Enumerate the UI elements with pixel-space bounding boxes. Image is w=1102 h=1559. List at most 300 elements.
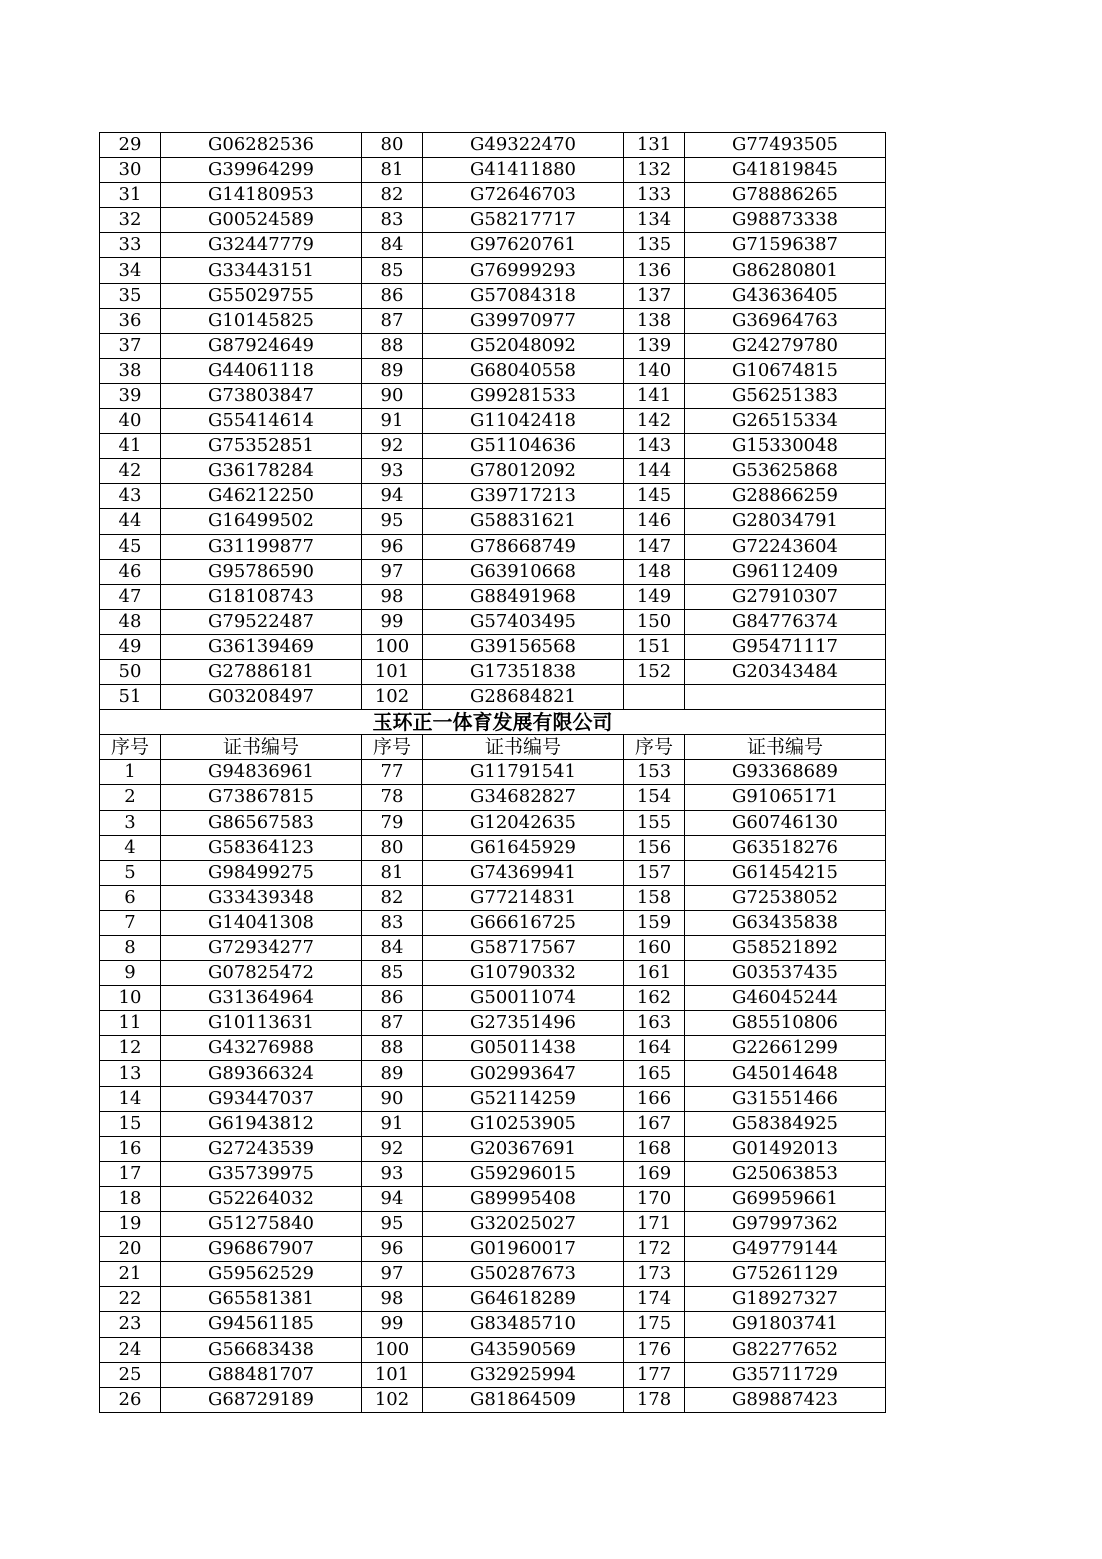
certificate-number-cell: G22661299: [685, 1036, 886, 1061]
serial-cell: 12: [100, 1036, 161, 1061]
serial-cell: 101: [362, 659, 423, 684]
certificate-number-cell: G94836961: [161, 760, 362, 785]
serial-cell: 159: [624, 910, 685, 935]
certificate-number-cell: G27351496: [423, 1011, 624, 1036]
table-row: [100, 785, 886, 810]
certificate-number-cell: G03537435: [685, 961, 886, 986]
serial-cell: 41: [100, 434, 161, 459]
serial-cell: 87: [362, 1011, 423, 1036]
certificate-number-cell: G32025027: [423, 1212, 624, 1237]
certificate-number-cell: G33443151: [161, 258, 362, 283]
serial-cell: 96: [362, 534, 423, 559]
certificate-number-cell: G39970977: [423, 308, 624, 333]
serial-cell: 102: [362, 1387, 423, 1412]
certificate-number-cell: G76999293: [423, 258, 624, 283]
certificate-number-cell: G86567583: [161, 810, 362, 835]
certificate-number-cell: G34682827: [423, 785, 624, 810]
certificate-number-cell: G44061118: [161, 358, 362, 383]
certificate-number-cell: G65581381: [161, 1287, 362, 1312]
certificate-number-cell: G95786590: [161, 559, 362, 584]
serial-cell: 82: [362, 885, 423, 910]
section-header: [100, 710, 886, 760]
serial-cell: 94: [362, 484, 423, 509]
certificate-number-cell: G85510806: [685, 1011, 886, 1036]
serial-cell: 150: [624, 609, 685, 634]
serial-cell: 93: [362, 459, 423, 484]
certificate-number-cell: G46212250: [161, 484, 362, 509]
serial-cell: 100: [362, 1337, 423, 1362]
table-row: [100, 1337, 886, 1362]
serial-cell: 3: [100, 810, 161, 835]
section-title-row: [100, 710, 886, 735]
certificate-number-cell: G83485710: [423, 1312, 624, 1337]
certificate-number-cell: G31551466: [685, 1086, 886, 1111]
certificate-number-cell: G07825472: [161, 961, 362, 986]
certificate-number-cell: G49779144: [685, 1237, 886, 1262]
serial-cell: 86: [362, 986, 423, 1011]
table-row: [100, 534, 886, 559]
certificate-number-cell: G06282536: [161, 133, 362, 158]
company-title: 玉环正一体育发展有限公司: [100, 710, 886, 735]
certificate-number-cell: G11042418: [423, 409, 624, 434]
table-row: [100, 358, 886, 383]
certificate-number-cell: G58521892: [685, 936, 886, 961]
table-row: [100, 559, 886, 584]
certificate-number-cell: G77493505: [685, 133, 886, 158]
serial-cell: 25: [100, 1362, 161, 1387]
table-row: [100, 634, 886, 659]
serial-cell: 132: [624, 158, 685, 183]
certificate-number-cell: G72646703: [423, 183, 624, 208]
serial-cell: 92: [362, 434, 423, 459]
certificate-number-cell: G01492013: [685, 1136, 886, 1161]
certificate-number-cell: G10145825: [161, 308, 362, 333]
certificate-number-cell: G91803741: [685, 1312, 886, 1337]
serial-cell: 49: [100, 634, 161, 659]
header-serial: 序号: [100, 735, 161, 760]
certificate-number-cell: G11791541: [423, 760, 624, 785]
serial-cell: 82: [362, 183, 423, 208]
certificate-number-cell: G58717567: [423, 936, 624, 961]
serial-cell: 139: [624, 333, 685, 358]
certificate-number-cell: G27243539: [161, 1136, 362, 1161]
certificate-number-cell: G14041308: [161, 910, 362, 935]
serial-cell: 170: [624, 1186, 685, 1211]
certificate-number-cell: G02993647: [423, 1061, 624, 1086]
certificate-number-cell: G98499275: [161, 860, 362, 885]
table-row: [100, 1011, 886, 1036]
table-row: [100, 1212, 886, 1237]
serial-cell: 21: [100, 1262, 161, 1287]
table-row: [100, 1186, 886, 1211]
certificate-number-cell: G49322470: [423, 133, 624, 158]
certificate-number-cell: G57403495: [423, 609, 624, 634]
serial-cell: 26: [100, 1387, 161, 1412]
table-row: [100, 233, 886, 258]
serial-cell: 80: [362, 835, 423, 860]
certificate-number-cell: G66616725: [423, 910, 624, 935]
certificate-number-cell: G60746130: [685, 810, 886, 835]
serial-cell: 158: [624, 885, 685, 910]
serial-cell: 42: [100, 459, 161, 484]
serial-cell: 7: [100, 910, 161, 935]
certificate-number-cell: G24279780: [685, 333, 886, 358]
certificate-number-cell: G52264032: [161, 1186, 362, 1211]
certificate-number-cell: G58831621: [423, 509, 624, 534]
certificate-number-cell: G39964299: [161, 158, 362, 183]
serial-cell: 94: [362, 1186, 423, 1211]
serial-cell: 38: [100, 358, 161, 383]
table-row: [100, 885, 886, 910]
certificate-number-cell: G73803847: [161, 383, 362, 408]
certificate-number-cell: G56683438: [161, 1337, 362, 1362]
serial-cell: 166: [624, 1086, 685, 1111]
certificate-number-cell: G72243604: [685, 534, 886, 559]
table-row: [100, 258, 886, 283]
serial-cell: 1: [100, 760, 161, 785]
serial-cell: 102: [362, 685, 423, 710]
serial-cell: 135: [624, 233, 685, 258]
serial-cell: 83: [362, 208, 423, 233]
serial-cell: 39: [100, 383, 161, 408]
certificate-number-cell: G39156568: [423, 634, 624, 659]
certificate-table: [99, 132, 886, 1413]
certificate-number-cell: G20343484: [685, 659, 886, 684]
certificate-number-cell: G89366324: [161, 1061, 362, 1086]
certificate-number-cell: G77214831: [423, 885, 624, 910]
table-row: [100, 1262, 886, 1287]
table-row: [100, 936, 886, 961]
certificate-number-cell: G88481707: [161, 1362, 362, 1387]
certificate-number-cell: G63910668: [423, 559, 624, 584]
serial-cell: 136: [624, 258, 685, 283]
certificate-number-cell: G68040558: [423, 358, 624, 383]
table-row: [100, 1086, 886, 1111]
serial-cell: 43: [100, 484, 161, 509]
serial-cell: 23: [100, 1312, 161, 1337]
certificate-number-cell: G15330048: [685, 434, 886, 459]
certificate-number-cell: G10790332: [423, 961, 624, 986]
serial-cell: 160: [624, 936, 685, 961]
serial-cell: 161: [624, 961, 685, 986]
serial-cell: 44: [100, 509, 161, 534]
serial-cell: 138: [624, 308, 685, 333]
serial-cell: 30: [100, 158, 161, 183]
serial-cell: 92: [362, 1136, 423, 1161]
serial-cell: 86: [362, 283, 423, 308]
serial-cell: 88: [362, 1036, 423, 1061]
certificate-number-cell: G55414614: [161, 409, 362, 434]
certificate-number-cell: G35739975: [161, 1161, 362, 1186]
bottom-section-rows: [100, 760, 886, 1412]
serial-cell: 91: [362, 409, 423, 434]
certificate-number-cell: G10113631: [161, 1011, 362, 1036]
serial-cell: 34: [100, 258, 161, 283]
serial-cell: 153: [624, 760, 685, 785]
table-row: [100, 1061, 886, 1086]
serial-cell: 164: [624, 1036, 685, 1061]
serial-cell: 18: [100, 1186, 161, 1211]
certificate-number-cell: G96867907: [161, 1237, 362, 1262]
serial-cell: 154: [624, 785, 685, 810]
serial-cell: 85: [362, 258, 423, 283]
certificate-number-cell: G89887423: [685, 1387, 886, 1412]
serial-cell: 134: [624, 208, 685, 233]
serial-cell: 79: [362, 810, 423, 835]
table-row: [100, 810, 886, 835]
serial-cell: 90: [362, 1086, 423, 1111]
certificate-number-cell: G36964763: [685, 308, 886, 333]
table-row: [100, 1136, 886, 1161]
certificate-number-cell: G18108743: [161, 584, 362, 609]
serial-cell: 156: [624, 835, 685, 860]
serial-cell: 19: [100, 1212, 161, 1237]
column-header-row: [100, 735, 886, 760]
serial-cell: 152: [624, 659, 685, 684]
certificate-number-cell: G61645929: [423, 835, 624, 860]
serial-cell: 91: [362, 1111, 423, 1136]
certificate-number-cell: G43276988: [161, 1036, 362, 1061]
serial-cell: 13: [100, 1061, 161, 1086]
certificate-number-cell: G59296015: [423, 1161, 624, 1186]
certificate-number-cell: G27886181: [161, 659, 362, 684]
certificate-number-cell: G82277652: [685, 1337, 886, 1362]
serial-cell: 45: [100, 534, 161, 559]
certificate-number-cell: G16499502: [161, 509, 362, 534]
serial-cell: 97: [362, 559, 423, 584]
serial-cell: 148: [624, 559, 685, 584]
certificate-number-cell: G68729189: [161, 1387, 362, 1412]
certificate-number-cell: G41411880: [423, 158, 624, 183]
serial-cell: 88: [362, 333, 423, 358]
serial-cell: 90: [362, 383, 423, 408]
serial-cell: 177: [624, 1362, 685, 1387]
serial-cell: 89: [362, 1061, 423, 1086]
table-row: [100, 283, 886, 308]
certificate-number-cell: G31364964: [161, 986, 362, 1011]
serial-cell: [624, 685, 685, 710]
serial-cell: 144: [624, 459, 685, 484]
certificate-number-cell: G98873338: [685, 208, 886, 233]
certificate-number-cell: G32447779: [161, 233, 362, 258]
certificate-number-cell: G75261129: [685, 1262, 886, 1287]
certificate-number-cell: G03208497: [161, 685, 362, 710]
serial-cell: 176: [624, 1337, 685, 1362]
serial-cell: 84: [362, 936, 423, 961]
serial-cell: 89: [362, 358, 423, 383]
serial-cell: 175: [624, 1312, 685, 1337]
serial-cell: 133: [624, 183, 685, 208]
certificate-number-cell: G12042635: [423, 810, 624, 835]
certificate-number-cell: G36139469: [161, 634, 362, 659]
serial-cell: 163: [624, 1011, 685, 1036]
certificate-number-cell: G64618289: [423, 1287, 624, 1312]
certificate-number-cell: G51275840: [161, 1212, 362, 1237]
certificate-number-cell: G78012092: [423, 459, 624, 484]
serial-cell: 10: [100, 986, 161, 1011]
serial-cell: 48: [100, 609, 161, 634]
certificate-number-cell: G43636405: [685, 283, 886, 308]
table-row: [100, 1237, 886, 1262]
table-row: [100, 910, 886, 935]
table-row: [100, 1362, 886, 1387]
certificate-number-cell: G52114259: [423, 1086, 624, 1111]
serial-cell: 77: [362, 760, 423, 785]
certificate-number-cell: G56251383: [685, 383, 886, 408]
certificate-number-cell: G32925994: [423, 1362, 624, 1387]
certificate-number-cell: G74369941: [423, 860, 624, 885]
certificate-number-cell: G94561185: [161, 1312, 362, 1337]
table-row: [100, 1111, 886, 1136]
table-row: [100, 1036, 886, 1061]
serial-cell: 143: [624, 434, 685, 459]
certificate-number-cell: G84776374: [685, 609, 886, 634]
serial-cell: 165: [624, 1061, 685, 1086]
certificate-number-cell: G55029755: [161, 283, 362, 308]
table-row: [100, 659, 886, 684]
certificate-number-cell: G31199877: [161, 534, 362, 559]
certificate-number-cell: G97620761: [423, 233, 624, 258]
serial-cell: 101: [362, 1362, 423, 1387]
certificate-number-cell: G58217717: [423, 208, 624, 233]
certificate-number-cell: G27910307: [685, 584, 886, 609]
serial-cell: 98: [362, 584, 423, 609]
table-row: [100, 1387, 886, 1412]
serial-cell: 140: [624, 358, 685, 383]
certificate-number-cell: G73867815: [161, 785, 362, 810]
serial-cell: 147: [624, 534, 685, 559]
serial-cell: 155: [624, 810, 685, 835]
certificate-number-cell: G28866259: [685, 484, 886, 509]
table-row: [100, 1312, 886, 1337]
certificate-number-cell: G25063853: [685, 1161, 886, 1186]
certificate-number-cell: G58384925: [685, 1111, 886, 1136]
serial-cell: 174: [624, 1287, 685, 1312]
table-row: [100, 158, 886, 183]
serial-cell: 141: [624, 383, 685, 408]
serial-cell: 80: [362, 133, 423, 158]
certificate-number-cell: G87924649: [161, 333, 362, 358]
serial-cell: 51: [100, 685, 161, 710]
table-row: [100, 208, 886, 233]
serial-cell: 84: [362, 233, 423, 258]
certificate-number-cell: G59562529: [161, 1262, 362, 1287]
certificate-number-cell: G10253905: [423, 1111, 624, 1136]
certificate-number-cell: G79522487: [161, 609, 362, 634]
certificate-number-cell: G46045244: [685, 986, 886, 1011]
certificate-number-cell: G95471117: [685, 634, 886, 659]
certificate-number-cell: G45014648: [685, 1061, 886, 1086]
serial-cell: 32: [100, 208, 161, 233]
certificate-number-cell: G01960017: [423, 1237, 624, 1262]
table-row: [100, 459, 886, 484]
table-row: [100, 308, 886, 333]
serial-cell: 100: [362, 634, 423, 659]
serial-cell: 47: [100, 584, 161, 609]
table-row: [100, 584, 886, 609]
certificate-number-cell: G86280801: [685, 258, 886, 283]
certificate-number-cell: G10674815: [685, 358, 886, 383]
certificate-number-cell: G89995408: [423, 1186, 624, 1211]
certificate-number-cell: G20367691: [423, 1136, 624, 1161]
certificate-number-cell: G53625868: [685, 459, 886, 484]
serial-cell: 9: [100, 961, 161, 986]
certificate-number-cell: G72934277: [161, 936, 362, 961]
certificate-number-cell: G18927327: [685, 1287, 886, 1312]
serial-cell: 22: [100, 1287, 161, 1312]
certificate-number-cell: G78886265: [685, 183, 886, 208]
serial-cell: 168: [624, 1136, 685, 1161]
certificate-number-cell: G36178284: [161, 459, 362, 484]
certificate-number-cell: G97997362: [685, 1212, 886, 1237]
serial-cell: 31: [100, 183, 161, 208]
header-certificate-number: 证书编号: [685, 735, 886, 760]
serial-cell: 162: [624, 986, 685, 1011]
serial-cell: 157: [624, 860, 685, 885]
serial-cell: 172: [624, 1237, 685, 1262]
certificate-number-cell: G43590569: [423, 1337, 624, 1362]
certificate-number-cell: G33439348: [161, 885, 362, 910]
table-row: [100, 333, 886, 358]
serial-cell: 96: [362, 1237, 423, 1262]
serial-cell: 151: [624, 634, 685, 659]
serial-cell: 146: [624, 509, 685, 534]
serial-cell: 20: [100, 1237, 161, 1262]
certificate-number-cell: [685, 685, 886, 710]
certificate-number-cell: G75352851: [161, 434, 362, 459]
serial-cell: 81: [362, 860, 423, 885]
serial-cell: 169: [624, 1161, 685, 1186]
table-row: [100, 434, 886, 459]
certificate-number-cell: G14180953: [161, 183, 362, 208]
serial-cell: 178: [624, 1387, 685, 1412]
serial-cell: 98: [362, 1287, 423, 1312]
certificate-number-cell: G63435838: [685, 910, 886, 935]
certificate-number-cell: G58364123: [161, 835, 362, 860]
serial-cell: 5: [100, 860, 161, 885]
certificate-number-cell: G96112409: [685, 559, 886, 584]
certificate-number-cell: G28684821: [423, 685, 624, 710]
table-row: [100, 685, 886, 710]
certificate-number-cell: G39717213: [423, 484, 624, 509]
serial-cell: 33: [100, 233, 161, 258]
certificate-number-cell: G57084318: [423, 283, 624, 308]
certificate-number-cell: G81864509: [423, 1387, 624, 1412]
serial-cell: 145: [624, 484, 685, 509]
certificate-number-cell: G05011438: [423, 1036, 624, 1061]
certificate-number-cell: G93447037: [161, 1086, 362, 1111]
header-serial: 序号: [362, 735, 423, 760]
certificate-number-cell: G50287673: [423, 1262, 624, 1287]
serial-cell: 173: [624, 1262, 685, 1287]
serial-cell: 2: [100, 785, 161, 810]
serial-cell: 171: [624, 1212, 685, 1237]
top-section-rows: [100, 133, 886, 710]
table-row: [100, 183, 886, 208]
serial-cell: 99: [362, 1312, 423, 1337]
certificate-number-cell: G71596387: [685, 233, 886, 258]
certificate-number-cell: G93368689: [685, 760, 886, 785]
certificate-number-cell: G52048092: [423, 333, 624, 358]
serial-cell: 29: [100, 133, 161, 158]
serial-cell: 4: [100, 835, 161, 860]
table-row: [100, 383, 886, 408]
certificate-number-cell: G69959661: [685, 1186, 886, 1211]
table-row: [100, 609, 886, 634]
serial-cell: 16: [100, 1136, 161, 1161]
table-row: [100, 986, 886, 1011]
serial-cell: 167: [624, 1111, 685, 1136]
